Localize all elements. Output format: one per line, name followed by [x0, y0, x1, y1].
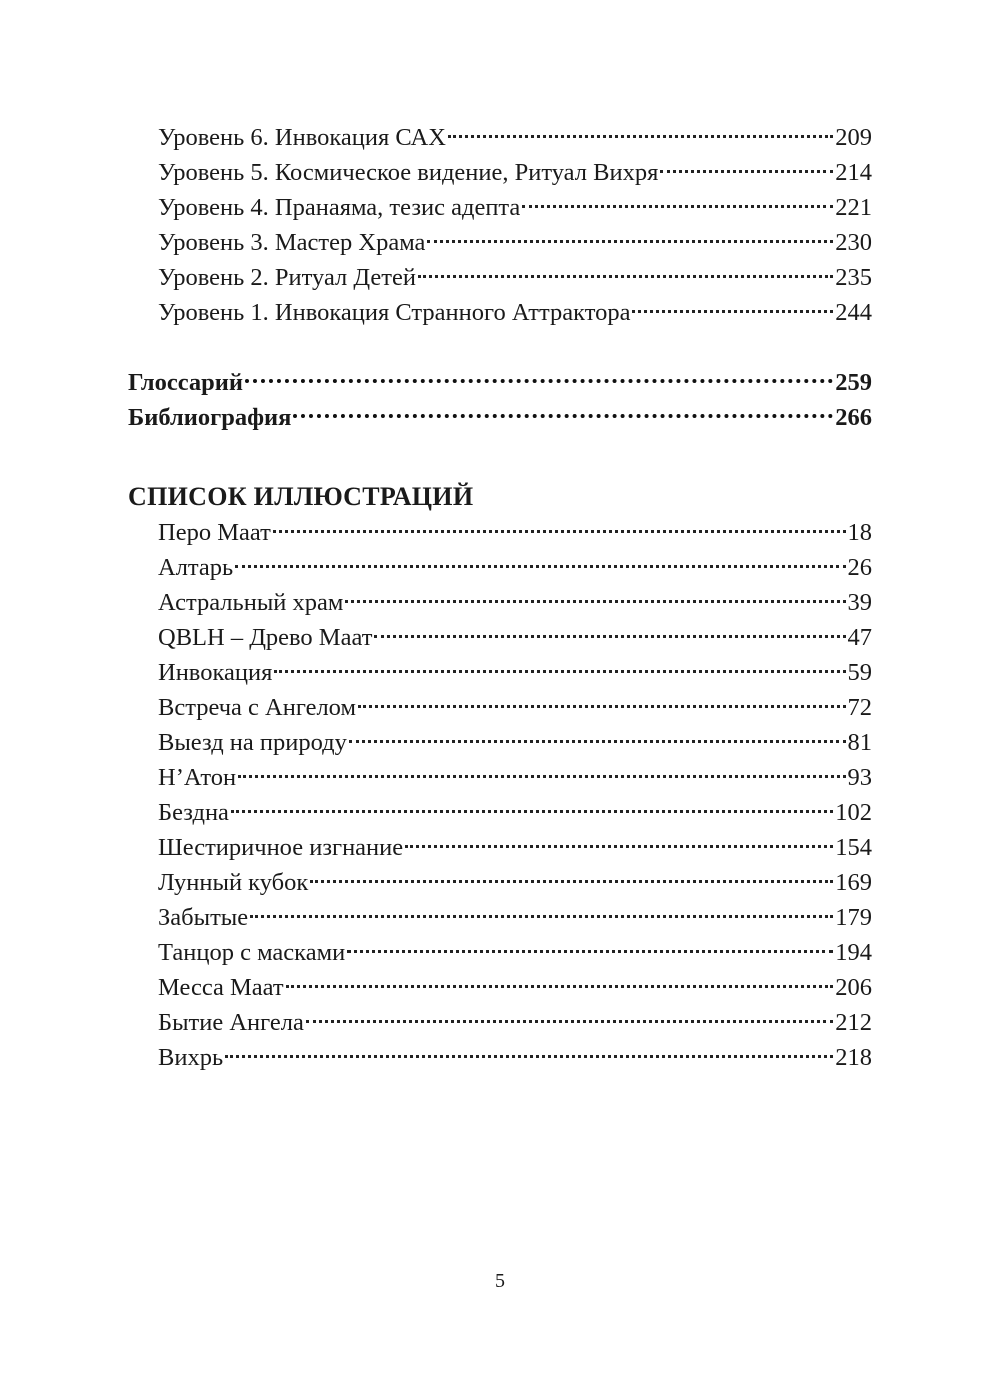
illustration-title: Лунный кубок [158, 869, 309, 896]
toc-entry [0, 190, 1000, 225]
dot-leader [358, 705, 846, 708]
dot-leader [345, 600, 845, 603]
dot-leader [293, 414, 833, 418]
illustration-entry [0, 690, 1000, 725]
dot-leader [286, 985, 834, 988]
dot-leader [225, 1055, 833, 1058]
dot-leader [632, 310, 833, 313]
illustration-page: 218 [835, 1044, 872, 1071]
illustration-page: 39 [847, 589, 872, 616]
illustration-entry [0, 970, 1000, 1005]
illustration-entry [0, 725, 1000, 760]
illustration-entry [0, 830, 1000, 865]
toc-entry-glossary [0, 365, 1000, 400]
illustration-entry [0, 795, 1000, 830]
toc-entry-page: 221 [835, 194, 872, 221]
toc-entry-page: 230 [835, 229, 872, 256]
illustration-page: 154 [835, 834, 872, 861]
toc-entry-title: Уровень 3. Мастер Храма [158, 229, 426, 256]
toc-entry-page: 244 [835, 299, 872, 326]
illustration-page: 194 [835, 939, 872, 966]
illustration-entry [0, 1005, 1000, 1040]
illustration-title: Месса Маат [158, 974, 284, 1001]
toc-entry-bibliography [0, 400, 1000, 435]
illustrations-heading: СПИСОК ИЛЛЮСТРАЦИЙ [128, 482, 474, 511]
dot-leader [349, 740, 846, 743]
illustration-title: Бытие Ангела [158, 1009, 304, 1036]
illustration-page: 81 [847, 729, 872, 756]
illustration-title: Астральный храм [158, 589, 344, 616]
toc-entry [0, 225, 1000, 260]
illustration-page: 93 [847, 764, 872, 791]
dot-leader [427, 240, 833, 243]
dot-leader [660, 170, 833, 173]
illustration-page: 26 [847, 554, 872, 581]
toc-entry [0, 295, 1000, 330]
toc-entry [0, 120, 1000, 155]
dot-leader [310, 880, 833, 883]
dot-leader [250, 915, 833, 918]
dot-leader [245, 379, 833, 383]
illustration-title: Шестиричное изгнание [158, 834, 404, 861]
illustration-entry [0, 550, 1000, 585]
illustration-title: Н’Атон [158, 764, 237, 791]
illustration-page: 212 [835, 1009, 872, 1036]
toc-entry-title: Уровень 2. Ритуал Детей [158, 264, 416, 291]
dot-leader [306, 1020, 833, 1023]
illustration-title: Вихрь [158, 1044, 224, 1071]
illustrations-list [0, 515, 1000, 1075]
toc-entry-page: 259 [835, 369, 872, 396]
toc-entry-title: Уровень 6. Инвокация САХ [158, 124, 446, 151]
illustration-entry [0, 935, 1000, 970]
dot-leader [235, 565, 845, 568]
illustration-entry [0, 900, 1000, 935]
toc-entry-title: Библиография [128, 404, 292, 431]
illustration-title: Перо Маат [158, 519, 271, 546]
dot-leader [448, 135, 833, 138]
illustration-entry [0, 585, 1000, 620]
dot-leader [418, 275, 833, 278]
illustration-title: Забытые [158, 904, 249, 931]
toc-entry-page: 266 [835, 404, 872, 431]
toc-entry-page: 214 [835, 159, 872, 186]
illustration-page: 59 [847, 659, 872, 686]
toc-entry [0, 155, 1000, 190]
toc-entry-title: Уровень 5. Космическое видение, Ритуал Вихря [158, 159, 659, 186]
toc-entry-title: Уровень 1. Инвокация Странного Аттрактора [158, 299, 631, 326]
dot-leader [231, 810, 833, 813]
page-number: 5 [495, 1270, 505, 1292]
toc-entry-title: Уровень 4. Пранаяма, тезис адепта [158, 194, 521, 221]
illustration-page: 47 [847, 624, 872, 651]
illustration-page: 102 [835, 799, 872, 826]
illustration-page: 206 [835, 974, 872, 1001]
illustration-title: Танцор с масками [158, 939, 346, 966]
toc-appendices-list [0, 365, 1000, 435]
toc-entry-page: 235 [835, 264, 872, 291]
illustration-entry [0, 620, 1000, 655]
illustration-title: Бездна [158, 799, 229, 826]
dot-leader [347, 950, 833, 953]
illustration-entry [0, 760, 1000, 795]
illustration-title: QBLH – Древо Маат [158, 624, 373, 651]
illustration-title: Алтарь [158, 554, 234, 581]
illustration-entry [0, 655, 1000, 690]
dot-leader [273, 530, 846, 533]
dot-leader [274, 670, 845, 673]
toc-entry-page: 209 [835, 124, 872, 151]
illustration-title: Инвокация [158, 659, 273, 686]
illustration-page: 18 [847, 519, 872, 546]
illustration-title: Выезд на природу [158, 729, 347, 756]
illustration-page: 72 [847, 694, 872, 721]
illustration-page: 169 [835, 869, 872, 896]
toc-entry-title: Глоссарий [128, 369, 243, 396]
dot-leader [374, 635, 845, 638]
toc-levels-list [0, 120, 1000, 330]
illustration-title: Встреча с Ангелом [158, 694, 356, 721]
toc-entry [0, 260, 1000, 295]
illustration-entry [0, 515, 1000, 550]
illustration-entry [0, 865, 1000, 900]
dot-leader [405, 845, 833, 848]
illustration-page: 179 [835, 904, 872, 931]
dot-leader [238, 775, 845, 778]
dot-leader [522, 205, 833, 208]
illustration-entry [0, 1040, 1000, 1075]
